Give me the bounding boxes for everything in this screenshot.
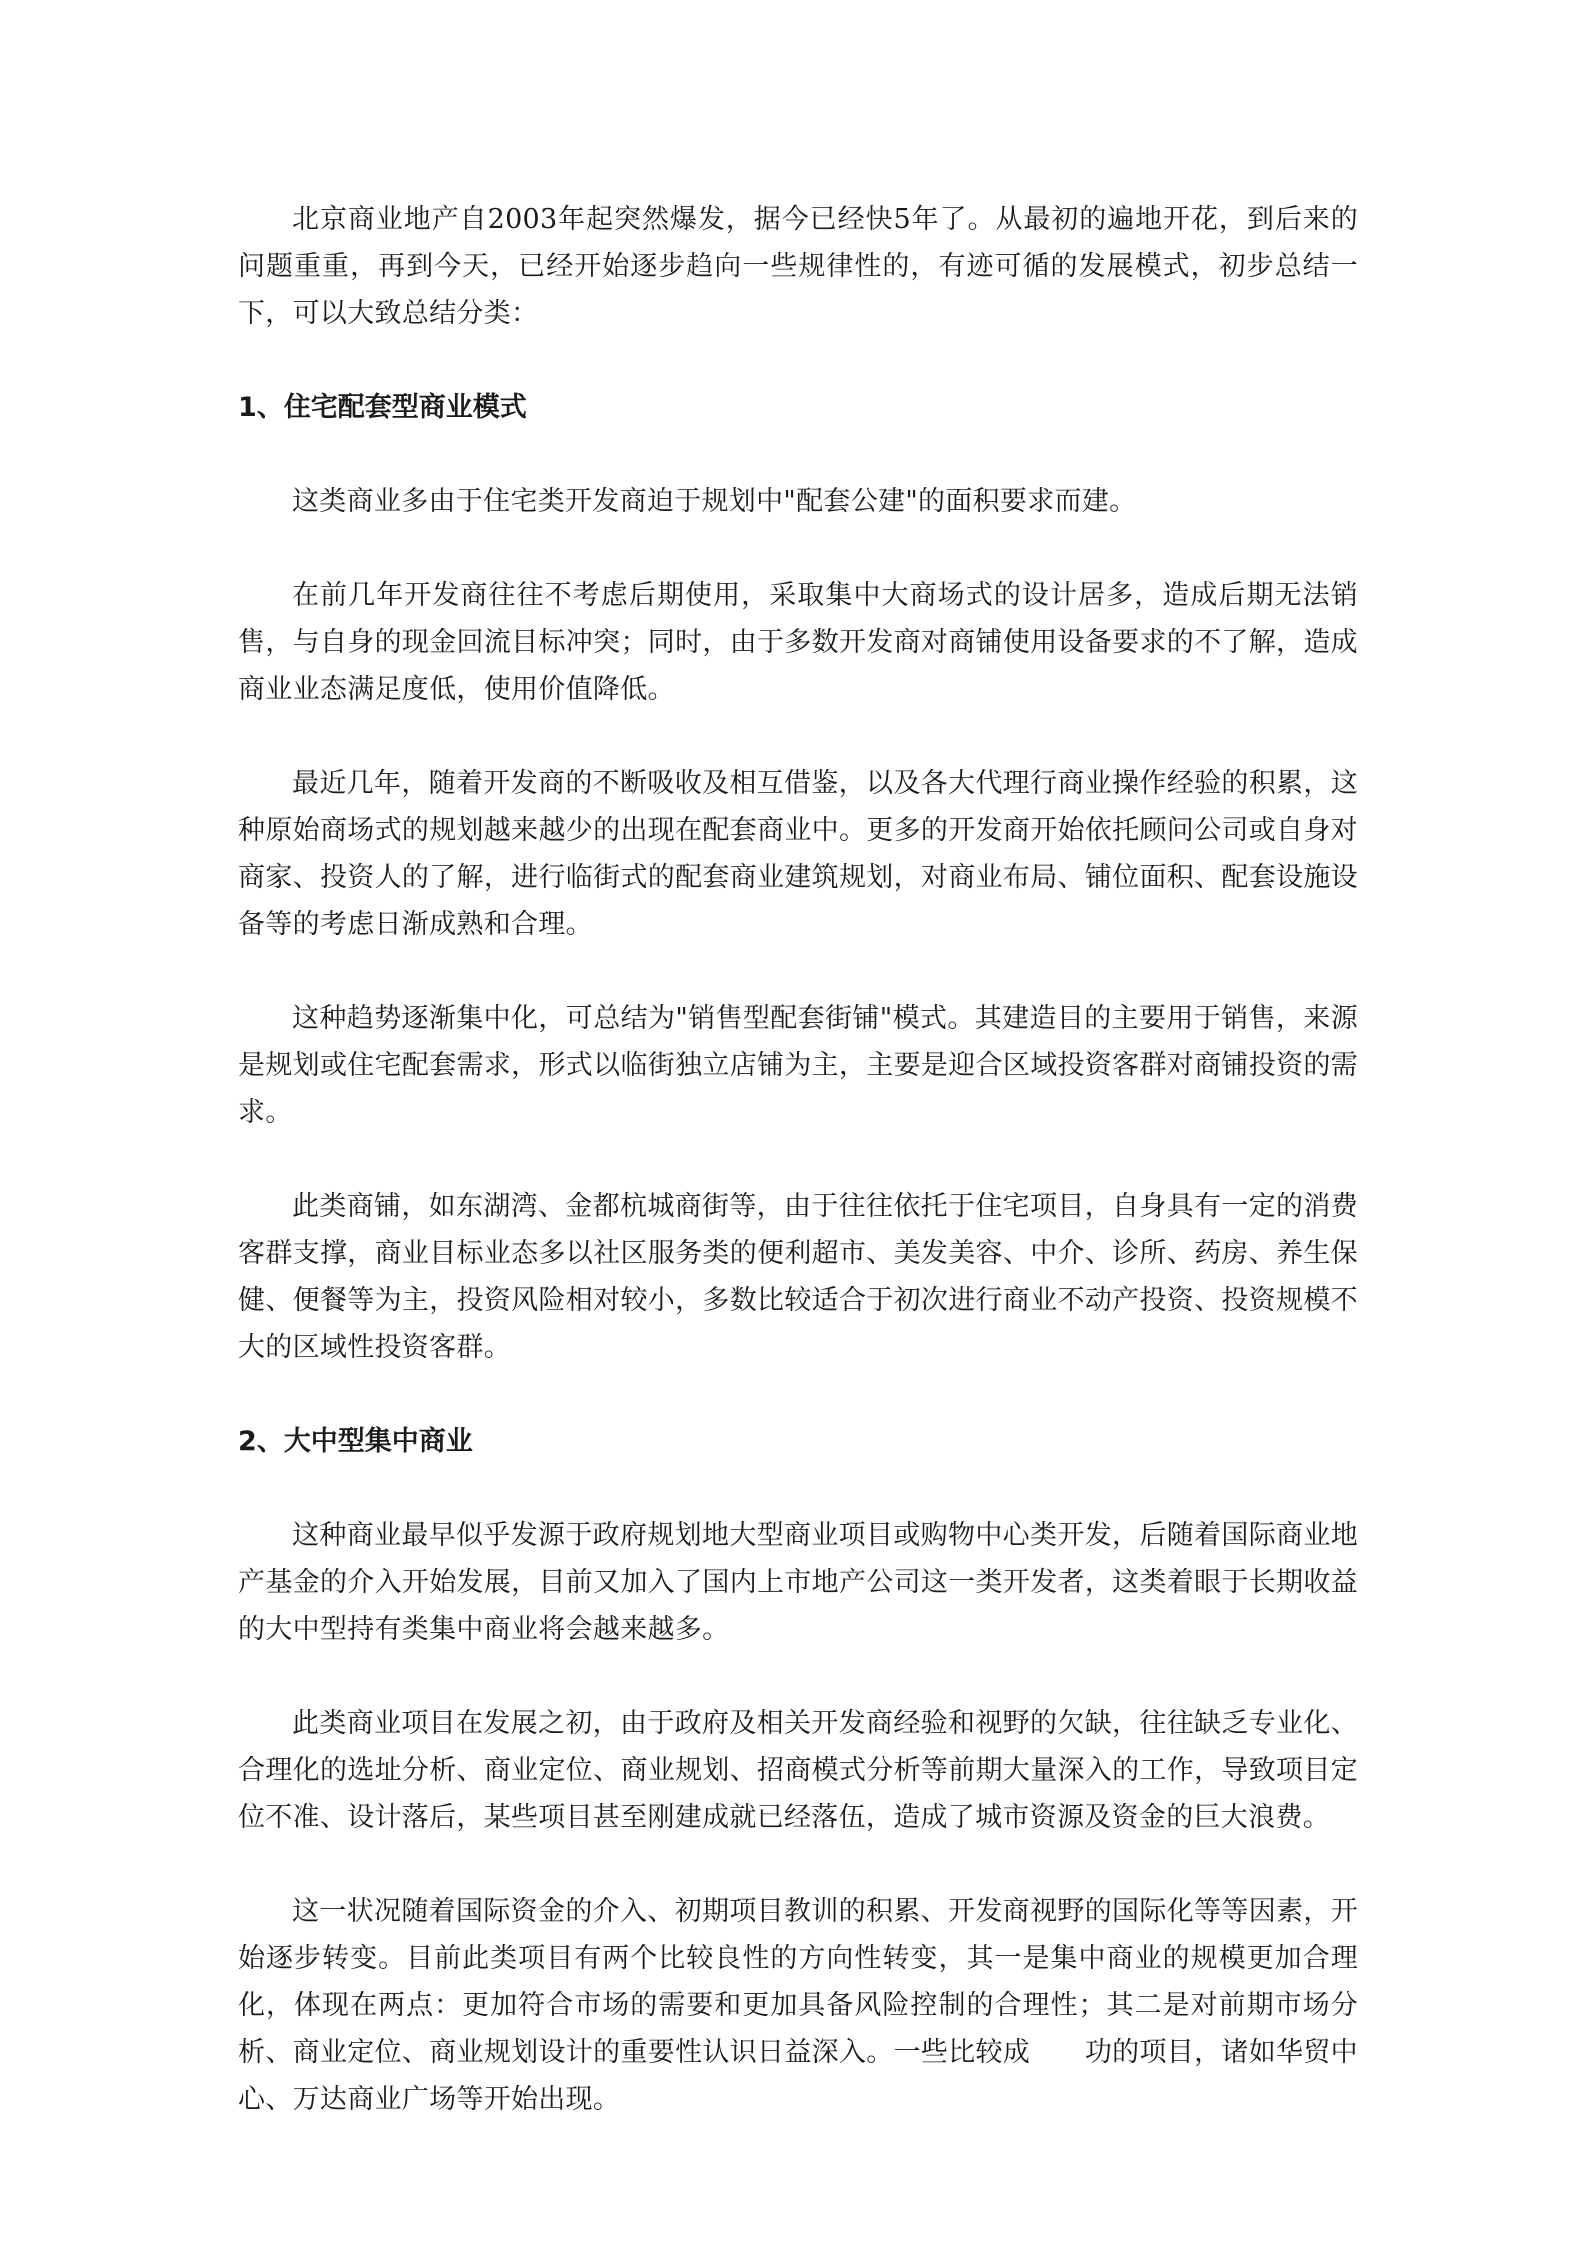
section-heading-2: 2、大中型集中商业 — [238, 1426, 473, 1457]
spacer — [238, 337, 1358, 384]
section1-paragraph-3: 最近几年，随着开发商的不断吸收及相互借鉴，以及各大代理行商业操作经验的积累，这种原始商场式的规划越来越少的出现在配套商业中。更多的开发商开始依托顾问公司或自身对商家、投资人的了解，进行临街式的配套商业建筑规划，对商业布局、铺位面积、配套设施设备等的考虑日渐成熟和合理。 — [238, 768, 1358, 940]
document-body — [238, 196, 1358, 2123]
section2-paragraph-2: 此类商业项目在发展之初，由于政府及相关开发商经验和视野的欠缺，往往缺乏专业化、合理化的选址分析、商业定位、商业规划、招商模式分析等前期大量深入的工作，导致项目定位不准、设计落后，某些项目甚至刚建成就已经落伍，造成了城市资源及资金的巨大浪费。 — [238, 1708, 1358, 1833]
section1-paragraph-4: 这种趋势逐渐集中化，可总结为"销售型配套街铺"模式。其建造目的主要用于销售，来源是规划或住宅配套需求，形式以临街独立店铺为主，主要是迎合区域投资客群对商铺投资的需求。 — [238, 1003, 1358, 1128]
section1-paragraph-2: 在前几年开发商往往不考虑后期使用，采取集中大商场式的设计居多，造成后期无法销售，与自身的现金回流目标冲突；同时，由于多数开发商对商铺使用设备要求的不了解，造成商业业态满足度低，使用价值降低。 — [238, 580, 1358, 705]
spacer — [238, 525, 1358, 572]
spacer — [238, 948, 1358, 995]
spacer — [238, 1841, 1358, 1888]
spacer — [238, 1653, 1358, 1700]
section2-paragraph-1: 这种商业最早似乎发源于政府规划地大型商业项目或购物中心类开发，后随着国际商业地产基金的介入开始发展，目前又加入了国内上市地产公司这一类开发者，这类着眼于长期收益的大中型持有类集中商业将会越来越多。 — [238, 1520, 1358, 1645]
intro-paragraph: 北京商业地产自2003年起突然爆发，据今已经快5年了。从最初的遍地开花，到后来的问题重重，再到今天，已经开始逐步趋向一些规律性的，有迹可循的发展模式，初步总结一下，可以大致总结分类： — [238, 204, 1358, 329]
spacer — [238, 431, 1358, 478]
section1-paragraph-1: 这类商业多由于住宅类开发商迫于规划中"配套公建"的面积要求而建。 — [292, 486, 1137, 517]
spacer — [238, 713, 1358, 760]
spacer — [238, 1465, 1358, 1512]
spacer — [238, 1371, 1358, 1418]
section1-paragraph-5: 此类商铺，如东湖湾、金都杭城商街等，由于往往依托于住宅项目，自身具有一定的消费客群支撑，商业目标业态多以社区服务类的便利超市、美发美容、中介、诊所、药房、养生保健、便餐等为主，投资风险相对较小，多数比较适合于初次进行商业不动产投资、投资规模不大的区域性投资客群。 — [238, 1191, 1358, 1363]
section2-paragraph-3: 这一状况随着国际资金的介入、初期项目教训的积累、开发商视野的国际化等等因素，开始逐步转变。目前此类项目有两个比较良性的方向性转变，其一是集中商业的规模更加合理化，体现在两点：更加符合市场的需要和更加具备风险控制的合理性；其二是对前期市场分析、商业定位、商业规划设计的重要性认识日益深入。一些比较成 功的项目，诸如华贸中心、万达商业广场等开始出现。 — [238, 1896, 1358, 2115]
section-heading-1: 1、住宅配套型商业模式 — [238, 392, 527, 423]
spacer — [238, 1136, 1358, 1183]
